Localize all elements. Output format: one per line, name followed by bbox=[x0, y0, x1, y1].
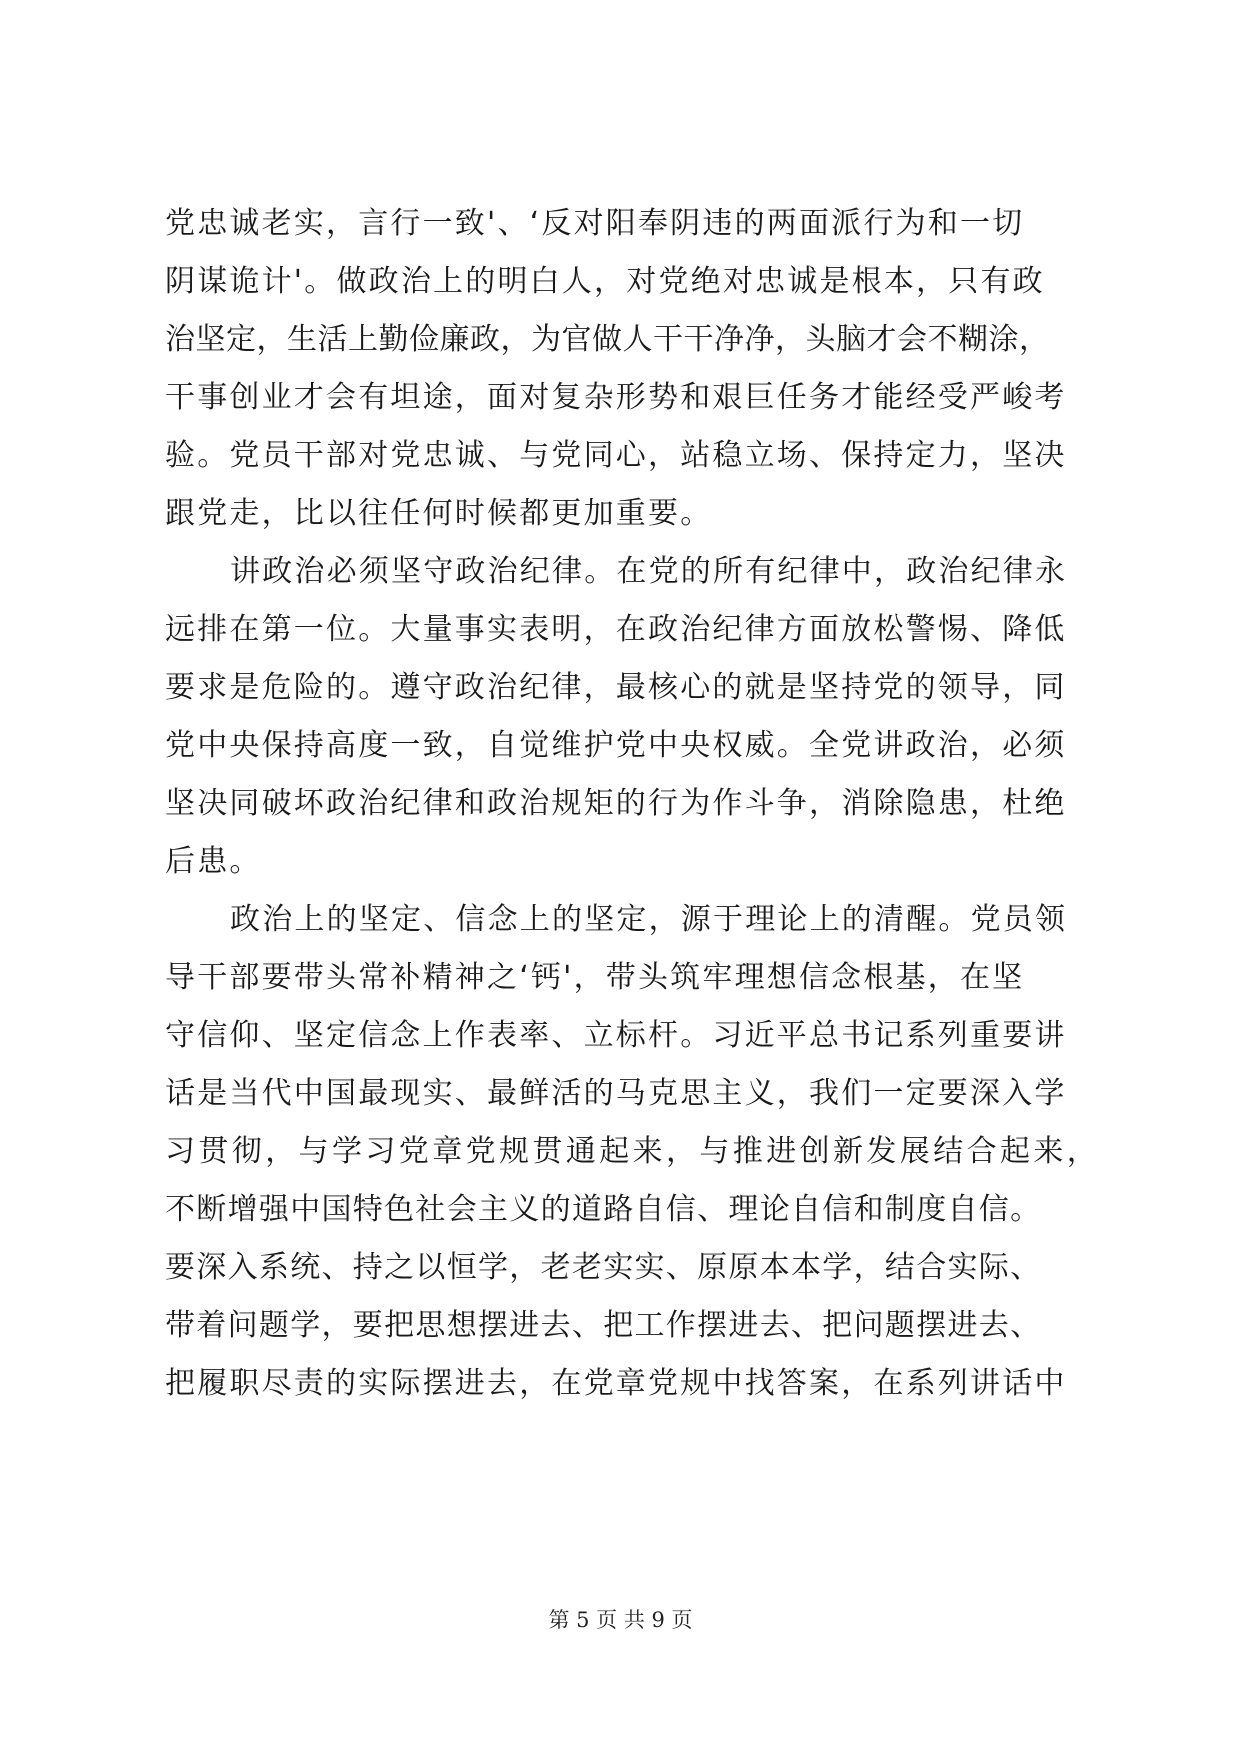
text-line: 治坚定，生活上勤俭廉政，为官做人干干净净，头脑才会不糊涂， bbox=[165, 322, 1050, 357]
text-line: 把履职尽责的实际摆进去，在党章党规中找答案，在系列讲话中 bbox=[165, 1366, 1067, 1401]
text-line: 党忠诚老实，言行一致'、‘反对阳奉阴违的两面派行为和一切 bbox=[165, 206, 1025, 241]
text-line: 要深入系统、持之以恒学，老老实实、原原本本学，结合实际、 bbox=[165, 1250, 1042, 1285]
text-line: 党中央保持高度一致，自觉维护党中央权威。全党讲政治，必须 bbox=[165, 728, 1067, 763]
text-line: 不断增强中国特色社会主义的道路自信、理论自信和制度自信。 bbox=[165, 1192, 1042, 1227]
paragraph-first-line: 政治上的坚定、信念上的坚定，源于理论上的清醒。党员领 bbox=[230, 902, 1068, 937]
text-line: 验。党员干部对党忠诚、与党同心，站稳立场、保持定力，坚决 bbox=[165, 438, 1067, 473]
text-line: 远排在第一位。大量事实表明，在政治纪律方面放松警惕、降低 bbox=[165, 612, 1067, 647]
text-line: 要求是危险的。遵守政治纪律，最核心的就是坚持党的领导，同 bbox=[165, 670, 1067, 705]
text-line: 习贯彻，与学习党章党规贯通起来，与推进创新发展结合起来， bbox=[165, 1134, 1101, 1169]
text-line: 坚决同破坏政治纪律和政治规矩的行为作斗争，消除隐患，杜绝 bbox=[165, 786, 1067, 821]
text-line: 守信仰、坚定信念上作表率、立标杆。习近平总书记系列重要讲 bbox=[165, 1018, 1067, 1053]
text-line: 干事创业才会有坦途，面对复杂形势和艰巨任务才能经受严峻考 bbox=[165, 380, 1067, 415]
text-line: 带着问题学，要把思想摆进去、把工作摆进去、把问题摆进去、 bbox=[165, 1308, 1042, 1343]
text-line: 阴谋诡计'。做政治上的明白人，对党绝对忠诚是根本，只有政 bbox=[165, 264, 1045, 299]
text-line: 导干部要带头常补精神之‘钙'，带头筑牢理想信念根基，在坚 bbox=[165, 960, 1025, 995]
text-line: 后患。 bbox=[165, 844, 262, 879]
text-line: 跟党走，比以往任何时候都更加重要。 bbox=[165, 496, 713, 531]
text-line: 话是当代中国最现实、最鲜活的马克思主义，我们一定要深入学 bbox=[165, 1076, 1067, 1111]
page-number: 第 5 页 共 9 页 bbox=[548, 1608, 693, 1632]
paragraph-first-line: 讲政治必须坚守政治纪律。在党的所有纪律中，政治纪律永 bbox=[230, 554, 1068, 589]
